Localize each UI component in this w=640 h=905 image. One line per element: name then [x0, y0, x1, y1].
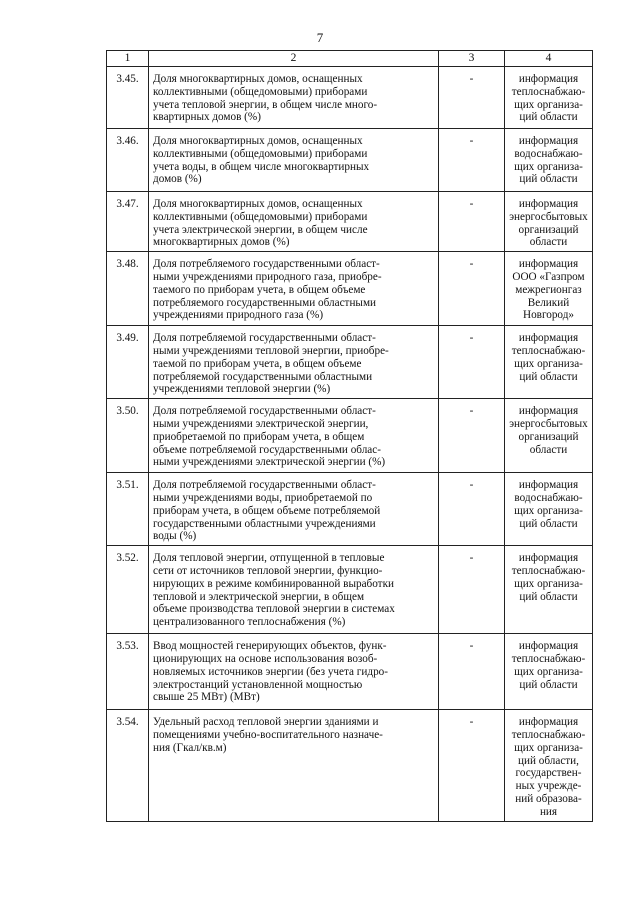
table-row: [107, 473, 593, 546]
row-number: 3.54.: [107, 710, 149, 822]
indicator-value: -: [439, 67, 505, 129]
data-source: информация теплоснабжаю- щих организа- ций области: [505, 326, 593, 399]
indicator-description: Доля потребляемой государственными област- ными учреждениями тепловой энергии, приобре- таемой по приборам учета, в общем объеме потребляемой государственными областными учреждениями тепловой энергии (%): [149, 326, 439, 399]
indicator-value: -: [439, 129, 505, 192]
row-number: 3.49.: [107, 326, 149, 399]
data-source: информация энергосбытовых организаций области: [505, 192, 593, 252]
row-number: 3.53.: [107, 634, 149, 710]
row-number: 3.46.: [107, 129, 149, 192]
row-number: 3.47.: [107, 192, 149, 252]
indicator-value: -: [439, 252, 505, 326]
data-source: информация теплоснабжаю- щих организа- ций области: [505, 546, 593, 634]
indicator-value: -: [439, 710, 505, 822]
table-row: [107, 192, 593, 252]
table-row: [107, 634, 593, 710]
table-header-row: [107, 51, 593, 67]
indicator-description: Доля многоквартирных домов, оснащенных коллективными (общедомовыми) приборами учета тепловой энергии, в общем числе много- квартирных домов (%): [149, 67, 439, 129]
row-number: 3.52.: [107, 546, 149, 634]
indicators-table: [106, 50, 593, 822]
data-source: информация теплоснабжаю- щих организа- ций области: [505, 67, 593, 129]
indicator-value: -: [439, 473, 505, 546]
data-source: информация теплоснабжаю- щих организа- ций области, государствен- ных учрежде- ний образова- ния: [505, 710, 593, 822]
row-number: 3.48.: [107, 252, 149, 326]
indicator-value: -: [439, 546, 505, 634]
indicator-description: Доля потребляемого государственными област- ными учреждениями природного газа, приобре- таемого по приборам учета, в общем объеме потребляемого государственными областными учреждениями природного газа (%): [149, 252, 439, 326]
indicator-description: Удельный расход тепловой энергии зданиями и помещениями учебно-воспитательного назначе- ния (Гкал/кв.м): [149, 710, 439, 822]
indicator-value: -: [439, 326, 505, 399]
column-header: 1: [107, 51, 149, 67]
table-row: [107, 67, 593, 129]
table-row: [107, 399, 593, 473]
table-body: [107, 67, 593, 822]
data-source: информация теплоснабжаю- щих организа- ций области: [505, 634, 593, 710]
table-row: [107, 252, 593, 326]
indicator-value: -: [439, 399, 505, 473]
column-header: 4: [505, 51, 593, 67]
indicator-description: Доля многоквартирных домов, оснащенных коллективными (общедомовыми) приборами учета электрической энергии, в общем числе многоквартирных домов (%): [149, 192, 439, 252]
column-header: 2: [149, 51, 439, 67]
data-source: информация ООО «Газпром межрегионгаз Великий Новгород»: [505, 252, 593, 326]
row-number: 3.45.: [107, 67, 149, 129]
indicator-value: -: [439, 634, 505, 710]
table-row: [107, 710, 593, 822]
indicator-description: Доля потребляемой государственными област- ными учреждениями воды, приобретаемой по приборам учета, в общем объеме потребляемой государственными областными учреждениями воды (%): [149, 473, 439, 546]
indicator-description: Доля потребляемой государственными област- ными учреждениями электрической энергии, приобретаемой по приборам учета, в общем объеме потребляемой государственными облас- ными учреждениями электрической энергии (%): [149, 399, 439, 473]
column-header: 3: [439, 51, 505, 67]
table-row: [107, 326, 593, 399]
table-row: [107, 546, 593, 634]
data-source: информация водоснабжаю- щих организа- ций области: [505, 129, 593, 192]
table-row: [107, 129, 593, 192]
indicator-description: Доля многоквартирных домов, оснащенных коллективными (общедомовыми) приборами учета воды, в общем числе многоквартирных домов (%): [149, 129, 439, 192]
row-number: 3.50.: [107, 399, 149, 473]
data-source: информация энергосбытовых организаций области: [505, 399, 593, 473]
indicator-value: -: [439, 192, 505, 252]
indicator-description: Ввод мощностей генерирующих объектов, функ- ционирующих на основе использования возоб- новляемых источников энергии (без учета гидро- электростанций установленной мощностью свыше 25 МВт) (МВт): [149, 634, 439, 710]
page-number: 7: [316, 30, 324, 45]
data-source: информация водоснабжаю- щих организа- ций области: [505, 473, 593, 546]
indicator-description: Доля тепловой энергии, отпущенной в тепловые сети от источников тепловой энергии, функцио- нирующих в режиме комбинированной выработки тепловой и электрической энергии, в общем объеме производства тепловой энергии в системах централизованного теплоснабжения (%): [149, 546, 439, 634]
row-number: 3.51.: [107, 473, 149, 546]
